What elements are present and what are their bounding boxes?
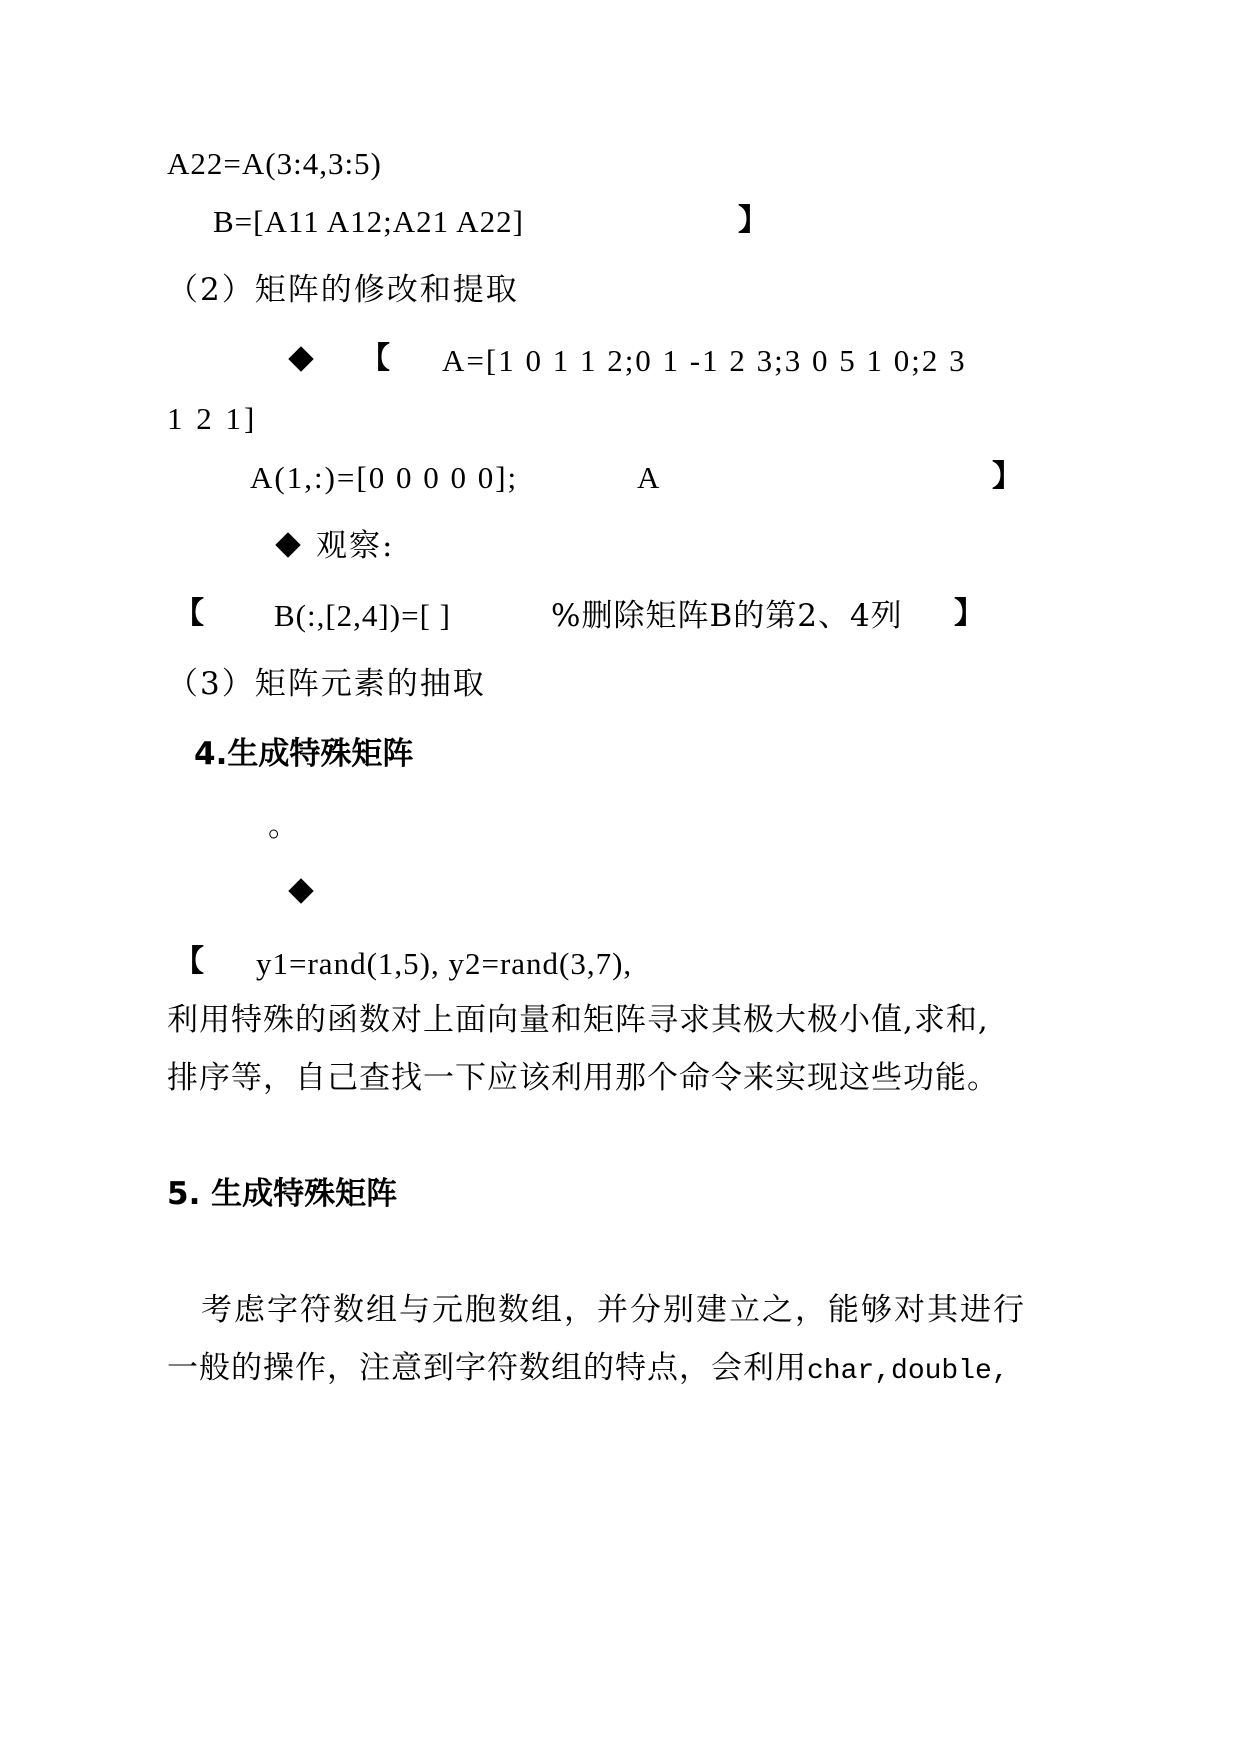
code-comment-b-del: %删除矩阵B的第2、4列 — [551, 598, 903, 634]
code-line-a-def-cont: 1 2 1] — [167, 401, 258, 436]
section-2-title: （2）矩阵的修改和提取 — [167, 272, 519, 308]
bracket-open: 【 — [174, 596, 204, 631]
bracket-close: 】 — [954, 596, 984, 631]
code-line-a22: A22=A(3:4,3:5) — [167, 146, 382, 181]
paragraph-2-line-1: 考虑字符数组与元胞数组，并分别建立之，能够对其进行 — [201, 1292, 1026, 1328]
observe-label: 观察: — [316, 528, 395, 564]
code-line-a-row: A(1,:)=[0 0 0 0 0]; — [250, 460, 519, 495]
paragraph-2-text: 一般的操作，注意到字符数组的特点，会利用 — [167, 1350, 807, 1386]
code-line-a-def: A=[1 0 1 1 2;0 1 -1 2 3;3 0 5 1 0;2 3 — [442, 343, 967, 378]
code-line-b-del: B(:,[2,4])=[ ] — [274, 598, 451, 633]
bullet-diamond-icon — [288, 878, 313, 903]
bullet-diamond-icon — [288, 346, 313, 371]
paragraph-1-line-1: 利用特殊的函数对上面向量和矩阵寻求其极大极小值,求和, — [167, 1002, 989, 1038]
paragraph-2-line-2 — [167, 1348, 1009, 1392]
heading-4: 4.生成特殊矩阵 — [194, 736, 414, 772]
bracket-open: 【 — [174, 944, 204, 979]
code-line-a-show: A — [637, 460, 661, 495]
period-mark: 。 — [268, 808, 301, 844]
bracket-close: 】 — [738, 203, 768, 238]
bracket-close: 】 — [992, 459, 1022, 494]
bracket-open: 【 — [360, 341, 390, 376]
bullet-diamond-icon — [275, 532, 300, 557]
code-line-b-concat: B=[A11 A12;A21 A22] — [213, 204, 524, 239]
paragraph-2-code: char,double, — [807, 1356, 1009, 1387]
section-3-title: （3）矩阵元素的抽取 — [167, 666, 486, 702]
code-line-rand: y1=rand(1,5), y2=rand(3,7), — [256, 946, 633, 981]
heading-5: 5. 生成特殊矩阵 — [167, 1176, 398, 1212]
paragraph-1-line-2: 排序等，自己查找一下应该利用那个命令来实现这些功能。 — [167, 1060, 999, 1096]
